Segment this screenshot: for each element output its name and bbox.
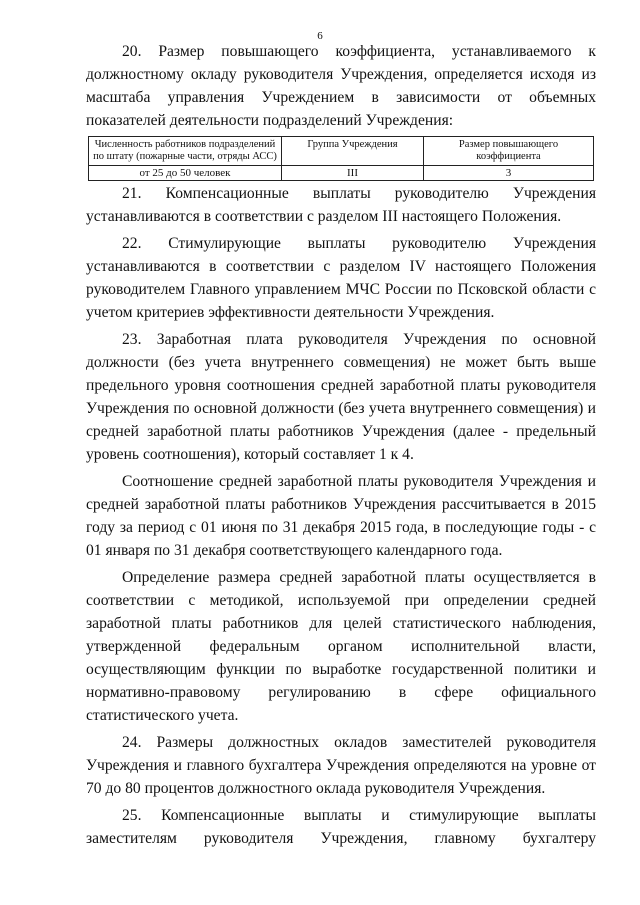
table-cell: от 25 до 50 человек <box>89 166 282 181</box>
paragraph-21: 21. Компенсационные выплаты руководителю Учреждения устанавливаются в соответствии с разделом III настоящего Положения. <box>86 185 596 225</box>
paragraph-22: 22. Стимулирующие выплаты руководителю Учреждения устанавливаются в соответствии с разделом IV настоящего Положения руководителем Главного управлением МЧС России по Псковской области с учетом критериев эффективности деятельности Учреждения. <box>86 235 596 321</box>
table-cell: 3 <box>424 166 594 181</box>
table-header-cell: Размер повышающего коэффициента <box>424 137 594 166</box>
table-header-row <box>89 137 594 166</box>
paragraph-24: 24. Размеры должностных окладов заместителей руководителя Учреждения и главного бухгалтера Учреждения определяются на уровне от 70 до 80 процентов должностного оклада руководителя Учреждения. <box>86 734 596 797</box>
table-row <box>89 166 594 181</box>
paragraph-23: 23. Заработная плата руководителя Учреждения по основной должности (без учета внутреннего совмещения) не может быть выше предельного уровня соотношения средней заработной платы руководителя Учреждения по основной должности (без учета внутреннего совмещения) и средней заработной платы работников Учреждения (далее - предельный уровень соотношения), который составляет 1 к 4. <box>86 331 596 463</box>
paragraph-25: 25. Компенсационные выплаты и стимулирующие выплаты заместителям руководителя Учреждения, главному бухгалтеру <box>86 807 596 847</box>
paragraph-23-method: Определение размера средней заработной платы осуществляется в соответствии с методикой, используемой при определении средней заработной платы работников для целей статистического наблюдения, утвержденной федеральным органом исполнительной власти, осуществляющим функции по выработке государственной политики и нормативно-правовому регулированию в сфере официального статистического учета. <box>86 569 596 724</box>
paragraph-20: 20. Размер повышающего коэффициента, устанавливаемого к должностному окладу руководителя Учреждения, определяется исходя из масштаба управления Учреждением в зависимости от объемных показателей деятельности подразделений Учреждения: <box>86 43 596 129</box>
page-number: 6 <box>317 30 323 42</box>
paragraph-23-ratio: Соотношение средней заработной платы руководителя Учреждения и средней заработной платы работников Учреждения рассчитывается в 2015 году за период с 01 июня по 31 декабря 2015 года, в последующие годы - с 01 января по 31 декабря соответствующего календарного года. <box>86 473 596 559</box>
table-header-cell: Численность работников подразделений по штату (пожарные части, отряды АСС) <box>89 137 282 166</box>
table-cell: III <box>282 166 424 181</box>
document-body <box>86 40 596 850</box>
coefficient-table <box>88 136 594 181</box>
table-header-cell: Группа Учреждения <box>282 137 424 166</box>
